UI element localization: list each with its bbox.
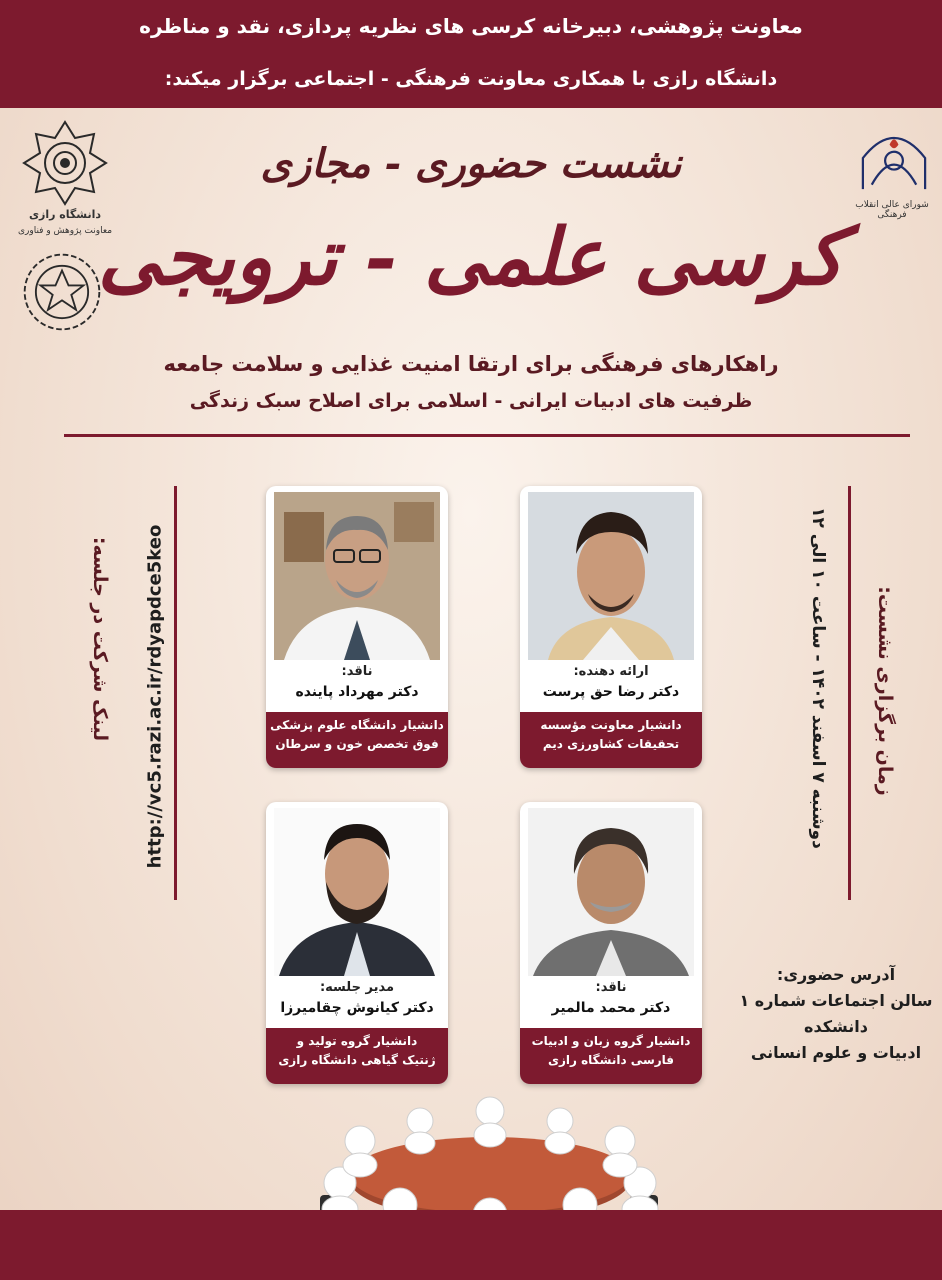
speaker-desc-line: ژنتیک گیاهی دانشگاه رازی <box>278 1053 436 1067</box>
speaker-desc-line: فارسی دانشگاه رازی <box>547 1053 675 1067</box>
meeting-link[interactable]: http://vc5.razi.ac.ir/rdyapdce5keo <box>144 524 166 869</box>
address-label: آدرس حضوری: <box>776 965 896 984</box>
speaker-name: دکتر کیانوش چقامیرزا <box>280 1000 434 1016</box>
time-label: زمان برگزاری نشست: <box>874 586 896 796</box>
time-value: دوشنبه ۷ اسفند ۱۴۰۲ - ساعت ۱۰ الی ۱۲ <box>808 507 828 849</box>
speaker-role: ارائه دهنده: <box>573 664 649 679</box>
speaker-photo <box>274 492 440 660</box>
subtitle-line-2: ظرفیت های ادبیات ایرانی - اسلامی برای اصلاح سبک زندگی <box>189 390 753 412</box>
speaker-name: دکتر محمد مالمیر <box>551 1000 671 1016</box>
link-label: لینک شرکت در جلسه: <box>89 536 111 742</box>
speaker-role: مدیر جلسه: <box>319 980 395 995</box>
speaker-name: دکتر مهرداد پاینده <box>295 684 419 700</box>
header-band <box>0 0 942 108</box>
main-title: کرسی علمی - ترویجی <box>97 212 845 303</box>
speaker-card <box>266 802 448 1084</box>
speaker-photo <box>528 808 694 976</box>
header-line-2: دانشگاه رازی با همکاری معاونت فرهنگی - اجتماعی برگزار میکند: <box>164 68 778 90</box>
divider <box>64 434 910 437</box>
speaker-desc-line: دانشیار دانشگاه علوم پزشکی <box>270 718 444 732</box>
speaker-card <box>266 486 448 768</box>
header-line-1: معاونت پژوهشی، دبیرخانه کرسی های نظریه پردازی، نقد و مناظره <box>139 14 803 38</box>
speaker-description <box>266 712 448 768</box>
address-line: ادبیات و علوم انسانی <box>750 1043 922 1062</box>
speaker-name: دکتر رضا حق پرست <box>542 684 680 700</box>
speaker-desc-line: دانشیار گروه تولید و <box>296 1034 418 1048</box>
speaker-desc-line: فوق تخصص خون و سرطان <box>275 737 439 751</box>
speaker-description <box>520 712 702 768</box>
speaker-desc-line: دانشیار گروه زبان و ادبیات <box>531 1034 691 1048</box>
speaker-desc-line: دانشیار معاونت مؤسسه <box>540 718 682 732</box>
address-line: سالن اجتماعات شماره ۱ <box>739 991 933 1010</box>
subtitle-line-1: راهکارهای فرهنگی برای ارتقا امنیت غذایی و سلامت جامعه <box>163 352 779 376</box>
event-type-title: نشست حضوری - مجازی <box>260 140 682 187</box>
speaker-desc-line: تحقیقات کشاورزی دیم <box>542 737 680 751</box>
speaker-description <box>520 1028 702 1084</box>
speaker-card <box>520 486 702 768</box>
speaker-description <box>266 1028 448 1084</box>
right-logo-caption: شورای عالی انقلاب فرهنگی <box>855 200 929 220</box>
time-divider-line <box>848 486 851 900</box>
address-line: دانشکده <box>804 1017 868 1036</box>
left-logo-caption: دانشگاه رازی <box>28 208 102 221</box>
footer-band <box>0 1210 942 1280</box>
speaker-role: ناقد: <box>341 664 373 679</box>
speaker-card <box>520 802 702 1084</box>
left-logo-subcaption: معاونت پژوهش و فناوری <box>17 226 113 236</box>
speaker-photo <box>528 492 694 660</box>
link-divider-line <box>174 486 177 900</box>
address-block <box>736 962 936 1066</box>
speaker-photo <box>274 808 440 976</box>
speaker-role: ناقد: <box>595 980 627 995</box>
